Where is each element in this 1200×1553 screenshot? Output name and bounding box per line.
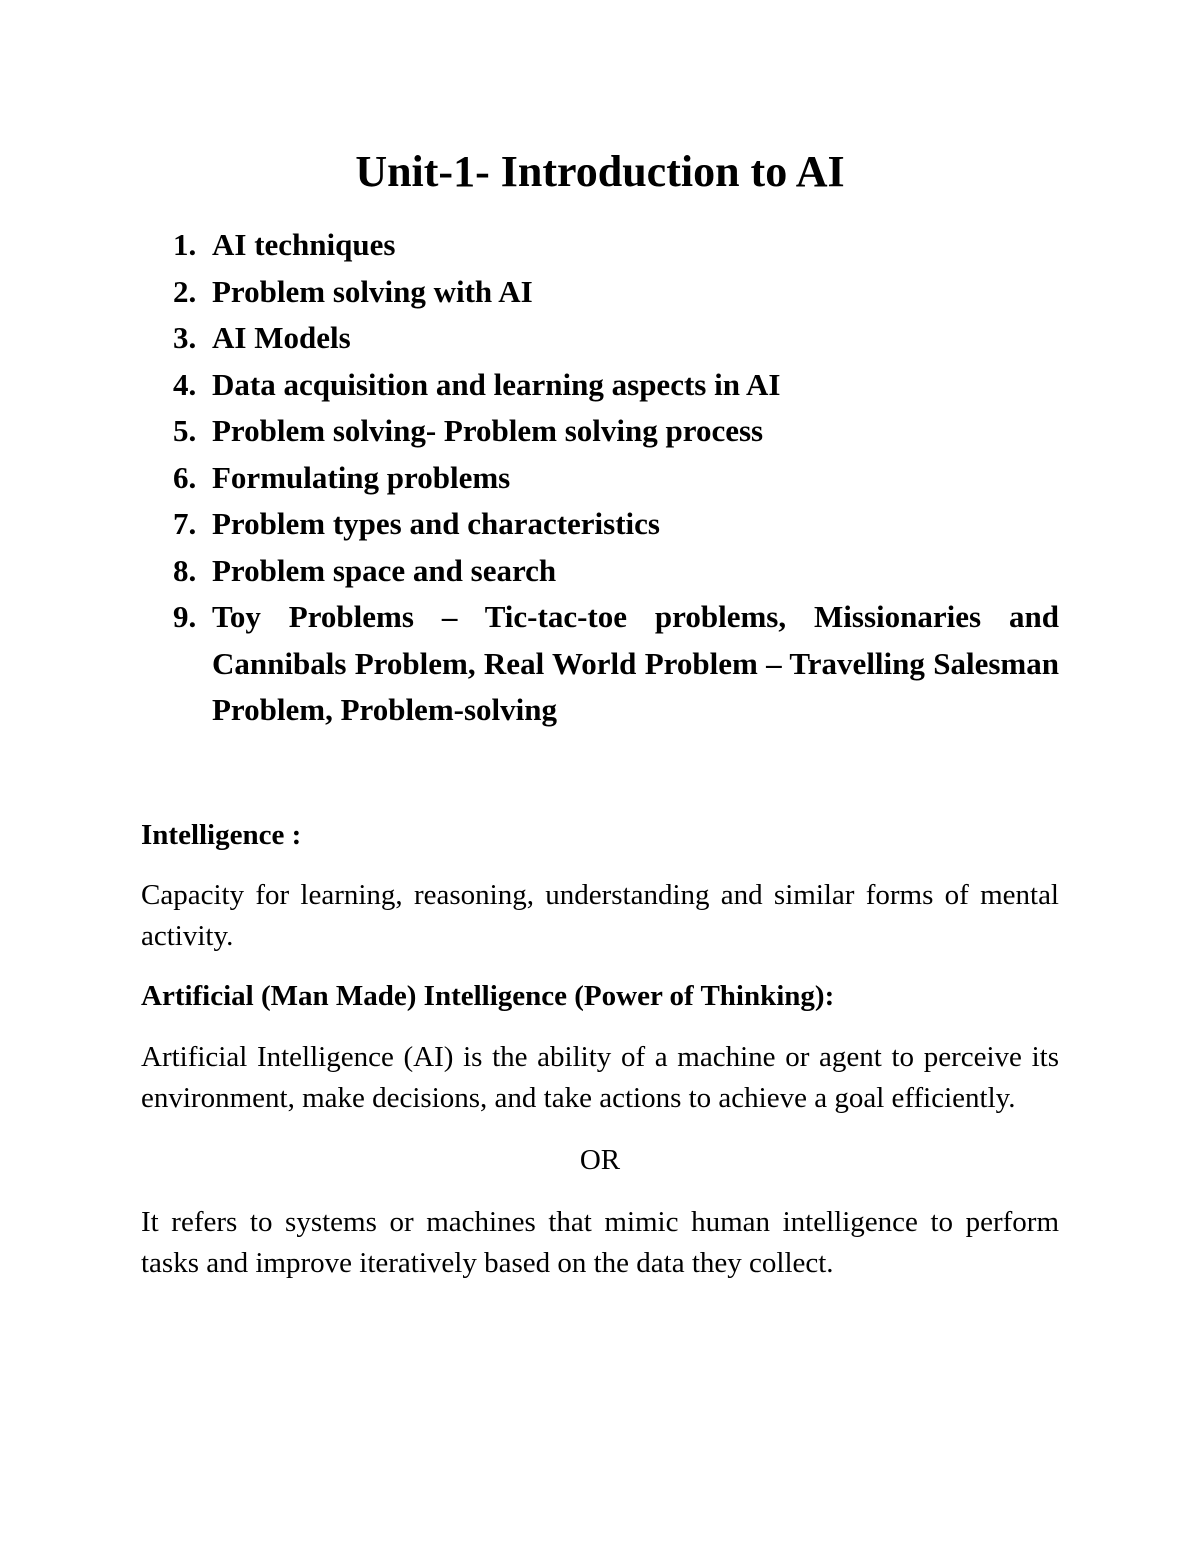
or-separator: OR: [579, 1144, 621, 1176]
list-item-number: 2.: [173, 273, 197, 309]
list-item-text: Formulating problems: [212, 459, 511, 495]
list-item-text: Problem solving- Problem solving process: [212, 413, 764, 448]
list-item-number: 8.: [173, 552, 197, 588]
list-item-number: 6.: [173, 459, 197, 495]
list-item: [173, 455, 1059, 502]
list-item: [173, 362, 1059, 409]
list-item-number: 9.: [173, 599, 197, 634]
list-item: [173, 548, 1059, 595]
list-item-number: 5.: [173, 413, 197, 448]
list-item-text: Toy Problems – Tic-tac-toe problems, Missionaries and Cannibals Problem, Real World Problem – Travelling Salesman Problem, Problem-solving: [212, 599, 1059, 727]
list-item-text: AI techniques: [212, 227, 396, 262]
list-item: [173, 501, 1059, 548]
list-item-text: Data acquisition and learning aspects in AI: [212, 366, 781, 402]
list-item: [173, 594, 1059, 734]
page-title: Unit-1- Introduction to AI: [355, 147, 845, 196]
topic-list: [173, 222, 1059, 734]
ai-definition-paragraph-alt: It refers to systems or machines that mimic human intelligence to perform tasks and improve iteratively based on the data they collect.: [141, 1206, 1059, 1279]
list-item-text: AI Models: [212, 320, 351, 355]
ai-definition-paragraph: Artificial Intelligence (AI) is the ability of a machine or agent to perceive its environment, make decisions, and take actions to achieve a goal efficiently.: [141, 1041, 1059, 1114]
list-item-text: Problem solving with AI: [212, 273, 533, 309]
list-item-number: 3.: [173, 320, 197, 355]
body-content: [141, 815, 1059, 1284]
intelligence-definition: Capacity for learning, reasoning, understanding and similar forms of mental activity.: [141, 879, 1059, 952]
ai-heading: Artificial (Man Made) Intelligence (Power of Thinking):: [141, 980, 835, 1012]
list-item: [173, 269, 1059, 316]
list-item-number: 4.: [173, 366, 197, 402]
intelligence-heading: Intelligence :: [141, 819, 302, 851]
list-item-text: Problem types and characteristics: [212, 506, 660, 541]
list-item: [173, 408, 1059, 455]
list-item: [173, 315, 1059, 362]
list-item-number: 1.: [173, 227, 197, 262]
list-item-text: Problem space and search: [212, 552, 557, 588]
list-item-number: 7.: [173, 506, 197, 541]
list-item: [173, 222, 1059, 269]
